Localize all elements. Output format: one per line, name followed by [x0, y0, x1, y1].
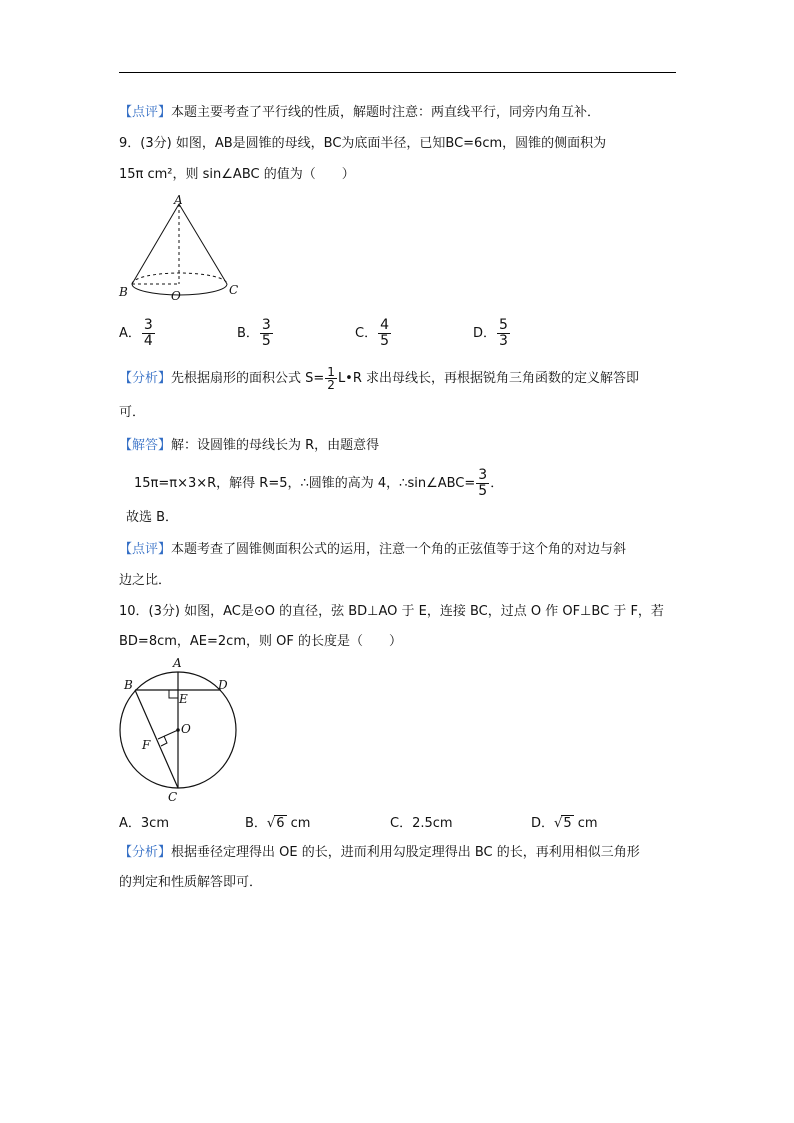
q9-option-a: A． $\frac{3}{4}$ — [119, 317, 153, 349]
q9-analysis-line2: 可． — [119, 405, 146, 420]
label-o: O — [171, 289, 181, 303]
q9-analysis: 【分析】先根据扇形的面积公式 S= $\frac{1}{2}$ L•R 求出母线长，再根据锐角三角函数的定义解答即 — [119, 365, 640, 392]
circle-figure — [112, 656, 247, 806]
q9-stem-line1: 9．(3分) 如图，AB是圆锥的母线，BC为底面半径，已知BC=6cm，圆锥的侧面积为 — [119, 136, 607, 151]
q9-comment-line2: 边之比． — [119, 573, 172, 588]
center-dot — [176, 728, 180, 732]
label-b: B — [119, 285, 128, 299]
label-b: B — [124, 678, 133, 692]
q10-stem-line1: 10．(3分) 如图，AC是⊙O 的直径，弦 BD⊥AO 于 E，连接 BC，过点 O 作 OF⊥BC 于 F，若 — [119, 604, 664, 619]
label-a: A — [173, 656, 182, 670]
cone-edge-ab — [132, 204, 179, 284]
label-c: C — [168, 790, 178, 804]
label-c: C — [229, 283, 239, 297]
q9-comment: 【点评】本题考查了圆锥侧面积公式的运用，注意一个角的正弦值等于这个角的对边与斜 — [119, 542, 627, 557]
q9-answer: 【解答】解：设圆锥的母线长为 R，由题意得 — [119, 438, 380, 453]
comment-text: 本题主要考查了平行线的性质，解题时注意：两直线平行，同旁内角互补． — [171, 105, 601, 120]
label-f: F — [142, 738, 151, 752]
q9-choice: 故选 B． — [126, 510, 179, 525]
label-e: E — [179, 692, 188, 706]
q10-option-b: B．√6 cm — [245, 816, 311, 831]
q9-stem-line2: 15π cm²，则 sin∠ABC 的值为（ ） — [119, 167, 355, 182]
right-angle-e — [169, 690, 178, 698]
cone-edge-ac — [179, 204, 227, 284]
q9-option-c: C． $\frac{4}{5}$ — [355, 317, 389, 349]
q10-option-c: C．2.5cm — [390, 816, 453, 831]
label-a: A — [174, 193, 183, 207]
q8-comment — [119, 103, 600, 123]
q10-analysis-line2: 的判定和性质解答即可． — [119, 875, 263, 890]
q10-option-a: A．3cm — [119, 816, 169, 831]
q9-answer-calc: 15π=π×3×R，解得 R=5，∴圆锥的高为 4，∴sin∠ABC= $\frac{3}{5}$ ． — [134, 467, 504, 499]
q10-stem-line2: BD=8cm，AE=2cm，则 OF 的长度是（ ） — [119, 634, 402, 649]
q9-option-d: D． $\frac{5}{3}$ — [473, 317, 508, 349]
header-rule — [119, 72, 676, 73]
segment-of — [158, 730, 178, 739]
q9-option-b: B． $\frac{3}{5}$ — [237, 317, 271, 349]
comment-tag: 【点评】 — [119, 105, 172, 120]
q10-option-d: D．√5 cm — [531, 816, 598, 831]
q10-analysis: 【分析】根据垂径定理得出 OE 的长，进而利用勾股定理得出 BC 的长，再利用相似三角形 — [119, 845, 640, 860]
label-o: O — [181, 722, 191, 736]
label-d: D — [218, 678, 228, 692]
cone-figure — [115, 192, 255, 307]
